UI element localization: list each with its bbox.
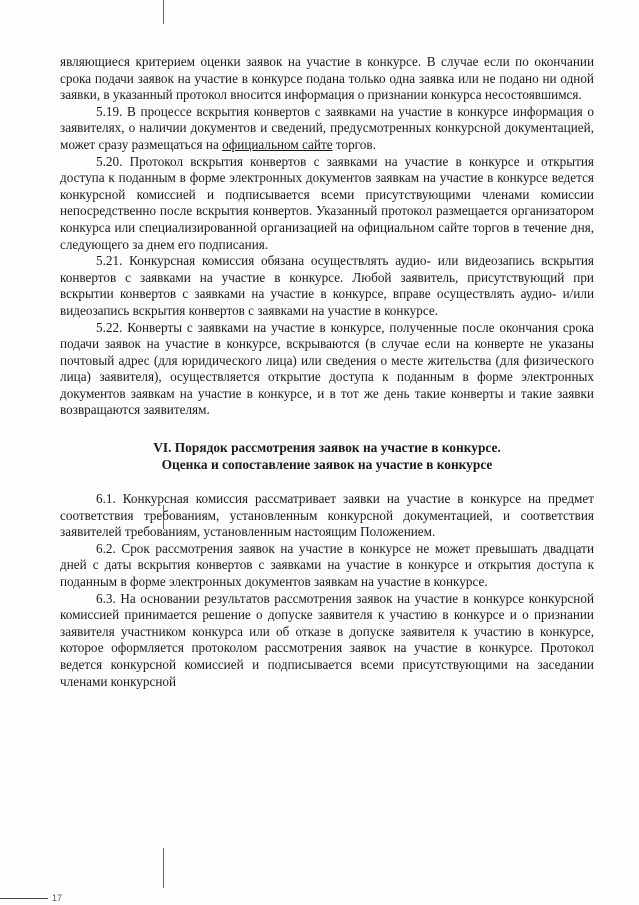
paragraph-5-19 bbox=[60, 104, 594, 154]
scan-fold-line-bottom bbox=[163, 848, 164, 888]
paragraph-5-21: 5.21. Конкурсная комиссия обязана осуществлять аудио- или видеозапись вскрытия конвертов с заявками на участие в конкурсе. Любой заявитель, присутствующий при вскрытии конвертов с заявками на участие в конкурсе, вправе осуществлять аудио- и/или видеозапись вскрытия конвертов с заявками на участие в конкурсе. bbox=[60, 253, 594, 318]
paragraph-continuation: являющиеся критерием оценки заявок на участие в конкурсе. В случае если по окончании срока подачи заявок на участие в конкурсе подана только одна заявка или не подано ни одной заявки, в указанный протокол вносится информация о признании конкурса несостоявшимся. bbox=[60, 54, 594, 103]
paragraph-5-19-tail: торгов. bbox=[332, 136, 376, 152]
section-heading-line-1: VI. Порядок рассмотрения заявок на участие в конкурсе. bbox=[153, 440, 501, 456]
section-heading bbox=[60, 439, 594, 473]
paragraph-5-22: 5.22. Конверты с заявками на участие в конкурсе, полученные после окончания срока подачи заявок на участие в конкурсе, вскрываются (в случае если на конверте не указаны почтовый адрес (для юридического лица) или сведения о месте жительства (для физического лица) заявителя), осуществляется открытие доступа к поданным в форме электронных документов заявкам на участие в конкурсе, и в тот же день такие конверты и такие заявки возвращаются заявителям. bbox=[60, 319, 594, 418]
paragraph-6-2: 6.2. Срок рассмотрения заявок на участие в конкурсе не может превышать двадцати дней с даты вскрытия конвертов с заявками на участие в конкурсе и открытия доступа к поданным в форме электронных документов заявкам на участие в конкурсе. bbox=[60, 540, 594, 590]
paragraph-6-3: 6.3. На основании результатов рассмотрения заявок на участие в конкурсе конкурсной комиссией принимается решение о допуске заявителя к участию в конкурсе и о признании заявителя участником конкурса или об отказе в допуске заявителя к участию в конкурсе, которое оформляется протоколом рассмотрения заявок на участие в конкурсе. Протокол ведется конкурсной комиссией и подписывается всеми присутствующими на заседании членами конкурсной bbox=[60, 590, 594, 689]
paragraph-6-1: 6.1. Конкурсная комиссия рассматривает заявки на участие в конкурсе на предмет соответствия требованиям, установленным конкурсной документацией, и соответствия заявителей требованиям, установленным настоящим Положением. bbox=[60, 491, 594, 540]
paragraph-5-20: 5.20. Протокол вскрытия конвертов с заявками на участие в конкурсе и открытия доступа к поданным в форме электронных документов заявкам на участие в конкурсе ведется конкурсной комиссией и подписывается всеми присутствующими членами комиссии непосредственно после вскрытия конвертов. Указанный протокол размещается организатором конкурса или специализированной организацией на официальном сайте торгов в течение дня, следующего за днем его подписания. bbox=[60, 153, 594, 252]
paragraph-5-19-text: 5.19. В процессе вскрытия конвертов с заявками на участие в конкурсе информация о заявителях, о наличии документов и сведений, предусмотренных конкурсной документацией, может сразу размещаться на bbox=[60, 103, 594, 152]
section-heading-line-2: Оценка и сопоставление заявок на участие в конкурсе bbox=[161, 457, 493, 473]
footer-rule bbox=[0, 898, 48, 899]
footer-page-mark: 17 bbox=[52, 893, 63, 903]
official-site-link[interactable]: официальном сайте bbox=[222, 136, 333, 152]
document-body bbox=[60, 54, 594, 690]
scan-fold-line-top bbox=[163, 0, 164, 24]
